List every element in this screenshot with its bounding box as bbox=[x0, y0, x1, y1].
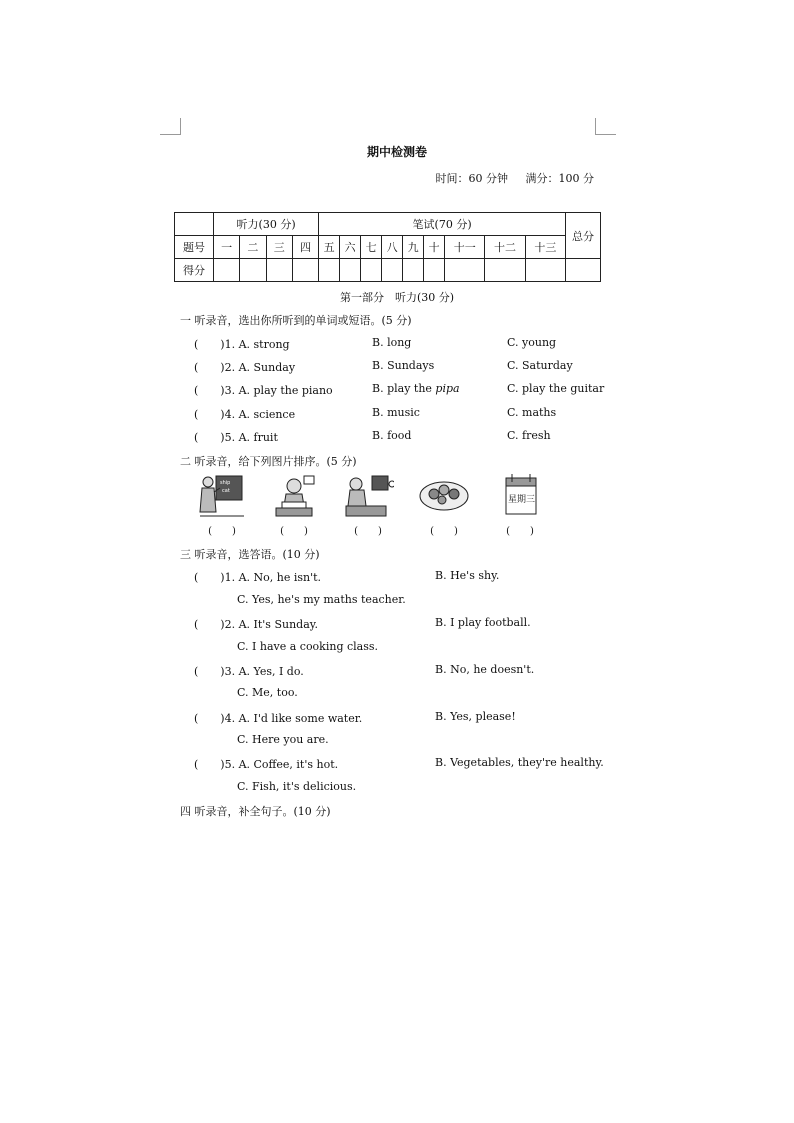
calendar-icon bbox=[494, 472, 546, 520]
picture-row bbox=[196, 472, 556, 537]
score-table-header-row bbox=[175, 213, 601, 236]
score-cell[interactable] bbox=[445, 259, 485, 282]
time-limit: 时间：60 分钟 bbox=[435, 172, 508, 185]
s3-q1-c: C. Yes, he's my maths teacher. bbox=[237, 593, 406, 606]
qnum-cell: 十三 bbox=[525, 236, 565, 259]
score-cell[interactable] bbox=[266, 259, 292, 282]
score-cell[interactable] bbox=[525, 259, 565, 282]
board-text-ship: ship bbox=[220, 480, 231, 486]
picture-2-blank[interactable]: ( ) bbox=[280, 526, 308, 537]
page-title: 期中检测卷 bbox=[366, 145, 427, 159]
s1-q4-a: ( )4. A. science bbox=[194, 408, 296, 421]
section-1-title: 一 听录音，选出你所听到的单词或短语。(5 分) bbox=[180, 314, 412, 327]
s1-q5-a: ( )5. A. fruit bbox=[194, 431, 278, 444]
qnum-cell: 十二 bbox=[485, 236, 525, 259]
section-2-title: 二 听录音，给下列图片排序。(5 分) bbox=[180, 455, 357, 468]
s3-q5-a: ( )5. A. Coffee, it's hot. bbox=[194, 758, 339, 771]
s1-q1-c: C. young bbox=[507, 336, 557, 349]
score-cell[interactable] bbox=[240, 259, 266, 282]
student-computer-icon bbox=[342, 472, 394, 520]
score-cell[interactable] bbox=[292, 259, 318, 282]
part-one-title: 第一部分 听力(30 分) bbox=[339, 291, 455, 304]
exam-meta bbox=[422, 170, 595, 186]
teacher-at-board-icon bbox=[196, 472, 248, 520]
score-label: 得分 bbox=[175, 259, 214, 282]
s1-q2-a: ( )2. A. Sunday bbox=[194, 361, 296, 374]
s1-q5-b: B. food bbox=[372, 429, 412, 442]
s1-q2-c: C. Saturday bbox=[507, 359, 573, 372]
qnum-cell: 五 bbox=[319, 236, 340, 259]
picture-4-blank[interactable]: ( ) bbox=[430, 526, 458, 537]
qnum-cell: 九 bbox=[403, 236, 424, 259]
s1-q3-b-text: B. play the bbox=[372, 382, 436, 395]
s1-q3-b-italic: pipa bbox=[435, 382, 460, 395]
score-cell[interactable] bbox=[214, 259, 240, 282]
s1-q1-b: B. long bbox=[372, 336, 412, 349]
score-cell[interactable] bbox=[485, 259, 525, 282]
score-table-score-row bbox=[175, 259, 601, 282]
picture-fruit-bowl bbox=[418, 472, 470, 537]
qnum-cell: 四 bbox=[292, 236, 318, 259]
picture-1-blank[interactable]: ( ) bbox=[208, 526, 236, 537]
score-cell[interactable] bbox=[361, 259, 382, 282]
qnum-cell: 二 bbox=[240, 236, 266, 259]
s1-q4-c: C. maths bbox=[507, 406, 557, 419]
s1-q3-a: ( )3. A. play the piano bbox=[194, 384, 333, 397]
s3-q3-c: C. Me, too. bbox=[237, 686, 298, 699]
s3-q1-b: B. He's shy. bbox=[435, 569, 500, 582]
score-table-number-row bbox=[175, 236, 601, 259]
s3-q2-c: C. I have a cooking class. bbox=[237, 640, 379, 653]
s3-q4-c: C. Here you are. bbox=[237, 733, 329, 746]
qnum-label: 题号 bbox=[175, 236, 214, 259]
s3-q4-b: B. Yes, please! bbox=[435, 710, 516, 723]
qnum-cell: 八 bbox=[382, 236, 403, 259]
s3-q5-b: B. Vegetables, they're healthy. bbox=[435, 756, 604, 769]
s1-q3-b bbox=[372, 382, 460, 395]
s3-q3-b: B. No, he doesn't. bbox=[435, 663, 535, 676]
s1-q3-c: C. play the guitar bbox=[507, 382, 605, 395]
total-header: 总分 bbox=[566, 213, 601, 259]
board-text-cat: cat bbox=[222, 488, 230, 494]
s1-q5-c: C. fresh bbox=[507, 429, 551, 442]
score-table bbox=[174, 212, 601, 282]
s1-q4-b: B. music bbox=[372, 406, 420, 419]
score-cell[interactable] bbox=[340, 259, 361, 282]
section-4-title: 四 听录音，补全句子。(10 分) bbox=[180, 805, 331, 818]
section-3-title: 三 听录音，选答语。(10 分) bbox=[180, 548, 320, 561]
writing-header: 笔试(70 分) bbox=[319, 213, 566, 236]
score-cell[interactable] bbox=[403, 259, 424, 282]
crop-mark-top-left bbox=[160, 118, 181, 135]
s3-q4-a: ( )4. A. I'd like some water. bbox=[194, 712, 363, 725]
score-cell[interactable] bbox=[424, 259, 445, 282]
picture-student-reading bbox=[268, 472, 320, 537]
qnum-cell: 十 bbox=[424, 236, 445, 259]
s3-q2-b: B. I play football. bbox=[435, 616, 531, 629]
score-cell[interactable] bbox=[382, 259, 403, 282]
qnum-cell: 一 bbox=[214, 236, 240, 259]
picture-student-computer bbox=[342, 472, 394, 537]
s1-q2-b: B. Sundays bbox=[372, 359, 435, 372]
score-cell[interactable] bbox=[319, 259, 340, 282]
picture-calendar bbox=[494, 472, 546, 537]
calendar-text: 星期三 bbox=[508, 495, 536, 505]
qnum-cell: 十一 bbox=[445, 236, 485, 259]
listening-header: 听力(30 分) bbox=[214, 213, 319, 236]
full-score: 满分：100 分 bbox=[525, 172, 594, 185]
student-reading-icon bbox=[268, 472, 320, 520]
picture-3-blank[interactable]: ( ) bbox=[354, 526, 382, 537]
s3-q2-a: ( )2. A. It's Sunday. bbox=[194, 618, 318, 631]
qnum-cell: 三 bbox=[266, 236, 292, 259]
s3-q3-a: ( )3. A. Yes, I do. bbox=[194, 665, 304, 678]
s1-q1-a: ( )1. A. strong bbox=[194, 338, 290, 351]
s3-q1-a: ( )1. A. No, he isn't. bbox=[194, 571, 322, 584]
qnum-cell: 六 bbox=[340, 236, 361, 259]
crop-mark-top-right bbox=[595, 118, 616, 135]
total-score-cell[interactable] bbox=[566, 259, 601, 282]
picture-teacher-board bbox=[196, 472, 248, 537]
fruit-bowl-icon bbox=[418, 472, 470, 520]
qnum-cell: 七 bbox=[361, 236, 382, 259]
picture-5-blank[interactable]: ( ) bbox=[506, 526, 534, 537]
s3-q5-c: C. Fish, it's delicious. bbox=[237, 780, 357, 793]
